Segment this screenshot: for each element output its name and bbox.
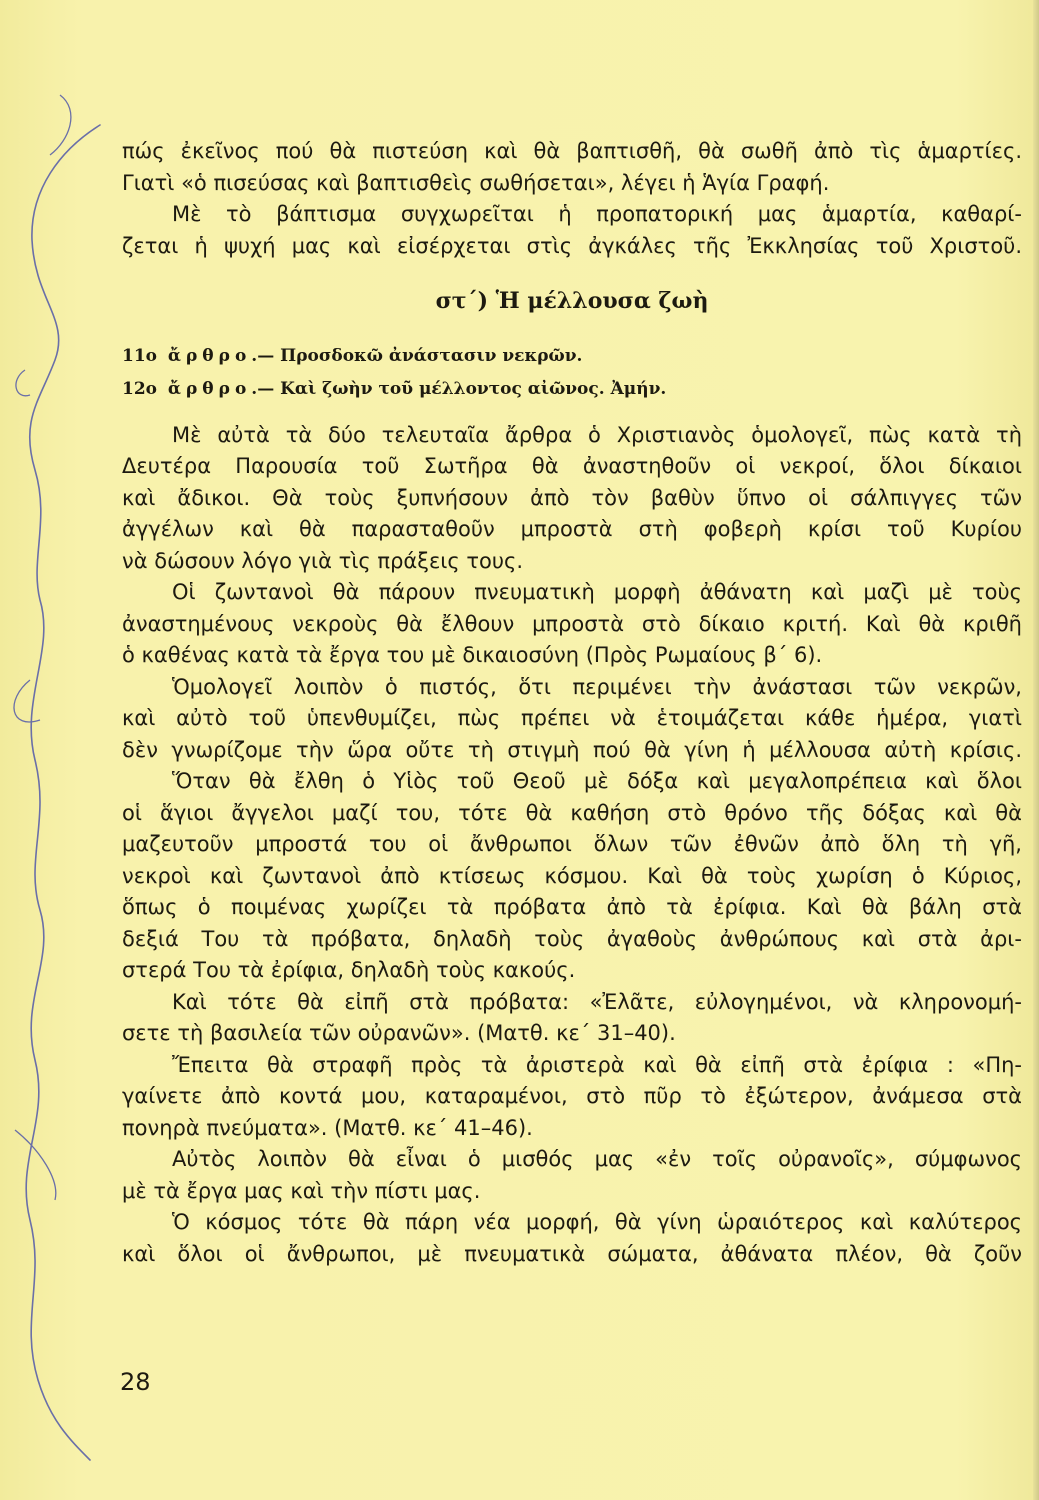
text-line: Γιατὶ «ὁ πισεύσας καὶ βαπτισθεὶς σωθήσεται», λέγει ἡ Ἁγία Γραφή. [122,170,830,195]
text-line: καὶ αὐτὸ τοῦ ὑπενθυμίζει, πὼς πρέπει νὰ ἑτοιμάζεται κάθε ἡμέρα, γιατὶ [122,706,1022,730]
text-line: Καὶ τότε θὰ εἰπῆ στὰ πρόβατα: «Ἐλᾶτε, εὐλογημένοι, νὰ κληρονομή- [172,989,1022,1014]
top-paragraph [122,136,1022,262]
text-line: ἀγγέλων καὶ θὰ παρασταθοῦν μπροστὰ στὴ φοβερὴ κρίσι τοῦ Κυρίου [122,517,1022,541]
section-heading: στ΄) Ἡ μέλλουσα ζωὴ [435,288,709,314]
text-line: οἱ ἅγιοι ἄγγελοι μαζί του, τότε θὰ καθήση στὸ θρόνο τῆς δόξας καὶ θὰ [122,800,1022,825]
text-line: ὁ καθένας κατὰ τὰ ἔργα του μὲ δικαιοσύνη (Πρὸς Ρωμαίους β΄ 6). [122,643,823,667]
text-line: Ὅταν θὰ ἔλθη ὁ Υἱὸς τοῦ Θεοῦ μὲ δόξα καὶ μεγαλοπρέπεια καὶ ὅλοι [172,769,1022,793]
text-line: ζεται ἡ ψυχή μας καὶ εἰσέρχεται στὶς ἀγκάλες τῆς Ἐκκλησίας τοῦ Χριστοῦ. [122,233,1022,258]
text-line: δεξιά Του τὰ πρόβατα, δηλαδὴ τοὺς ἀγαθοὺς ἀνθρώπους καὶ στὰ ἀρι- [122,926,1022,951]
margin-pencil-scribble [0,0,130,1500]
text-line: μαζευτοῦν μπροστά του οἱ ἄνθρωποι ὅλων τῶν ἐθνῶν ἀπὸ ὅλη τὴ γῆ, [122,832,1022,856]
text-line: Οἱ ζωντανοὶ θὰ πάρουν πνευματικὴ μορφὴ ἀθάνατη καὶ μαζὶ μὲ τοὺς [172,580,1022,604]
paragraph [122,1050,1022,1145]
article-word: ἄρθρο [167,378,252,399]
text-line: Δευτέρα Παρουσία τοῦ Σωτῆρα θὰ ἀναστηθοῦν οἱ νεκροί, ὅλοι δίκαιοι [122,454,1022,478]
page-edge [1033,0,1039,1500]
article-word: ἄρθρο [167,345,252,366]
text-line: μὲ τὰ ἔργα μας καὶ τὴν πίστι μας. [122,1178,481,1203]
body-text [122,136,1022,1270]
article-number: 12ο [122,378,157,399]
text-line: νεκροὶ καὶ ζωντανοὶ ἀπὸ κτίσεως κόσμου. Καὶ θὰ τοὺς χωρίση ὁ Κύριος, [122,863,1022,888]
paragraph [122,577,1022,672]
paragraph [122,766,1022,987]
text-line: σετε τὴ βασιλεία τῶν οὐρανῶν». (Ματθ. κε΄ 31–40). [122,1021,676,1045]
text-line: Αὐτὸς λοιπὸν θὰ εἶναι ὁ μισθός μας «ἐν τοῖς οὐρανοῖς», σύμφωνος [172,1147,1022,1171]
article-text: .— Καὶ ζωὴν τοῦ μέλλοντος αἰῶνος. Ἀμήν. [251,378,667,399]
article-line [122,373,1022,406]
article-number: 11ο [122,345,157,366]
article-text: .— Προσδοκῶ ἀνάστασιν νεκρῶν. [251,345,583,366]
text-line: δὲν γνωρίζομε τὴν ὥρα οὔτε τὴ στιγμὴ πού θὰ γίνη ἡ μέλλουσα αὐτὴ κρίσις. [122,737,1022,762]
text-line: γαίνετε ἀπὸ κοντά μου, καταραμένοι, στὸ πῦρ τὸ ἐξώτερον, ἀνάμεσα στὰ [122,1084,1022,1108]
paragraph [122,987,1022,1050]
page-number: 28 [120,1368,151,1396]
text-line: Ὁμολογεῖ λοιπὸν ὁ πιστός, ὅτι περιμένει τὴν ἀνάστασι τῶν νεκρῶν, [172,674,1022,699]
paragraph [122,1144,1022,1207]
text-line: Μὲ τὸ βάπτισμα συγχωρεῖται ἡ προπατορική μας ἁμαρτία, καθαρί- [172,202,1022,226]
text-line: στερά Του τὰ ἐρίφια, δηλαδὴ τοὺς κακούς. [122,958,576,982]
text-line: ἀναστημένους νεκροὺς θὰ ἔλθουν μπροστὰ στὸ δίκαιο κριτή. Καὶ θὰ κριθῆ [122,611,1022,636]
text-line: πονηρὰ πνεύματα». (Ματθ. κε΄ 41–46). [122,1115,533,1140]
text-line: Ἔπειτα θὰ στραφῆ πρὸς τὰ ἀριστερὰ καὶ θὰ εἰπῆ στὰ ἐρίφια : «Πη- [172,1052,1022,1077]
paragraph [122,1207,1022,1270]
text-line: ὅπως ὁ ποιμένας χωρίζει τὰ πρόβατα ἀπὸ τὰ ἐρίφια. Καὶ θὰ βάλη στὰ [122,895,1022,919]
text-line: Ὁ κόσμος τότε θὰ πάρη νέα μορφή, θὰ γίνη ὡραιότερος καὶ καλύτερος [172,1210,1022,1234]
text-line: Μὲ αὐτὰ τὰ δύο τελευταῖα ἄρθρα ὁ Χριστιανὸς ὁμολογεῖ, πὼς κατὰ τὴ [172,422,1022,447]
text-line: καὶ ἄδικοι. Θὰ τοὺς ξυπνήσουν ἀπὸ τὸν βαθὺν ὕπνο οἱ σάλπιγγες τῶν [122,485,1022,510]
article-line [122,340,1022,373]
text-line: νὰ δώσουν λόγο γιὰ τὶς πράξεις τους. [122,548,524,573]
text-line: πώς ἐκεῖνος πού θὰ πιστεύση καὶ θὰ βαπτισθῆ, θὰ σωθῆ ἀπὸ τὶς ἁμαρτίες. [122,139,1022,163]
paragraph [122,672,1022,767]
text-line: καὶ ὅλοι οἱ ἄνθρωποι, μὲ πνευματικὰ σώματα, ἀθάνατα πλέον, θὰ ζοῦν [122,1241,1022,1266]
paragraph [122,420,1022,578]
